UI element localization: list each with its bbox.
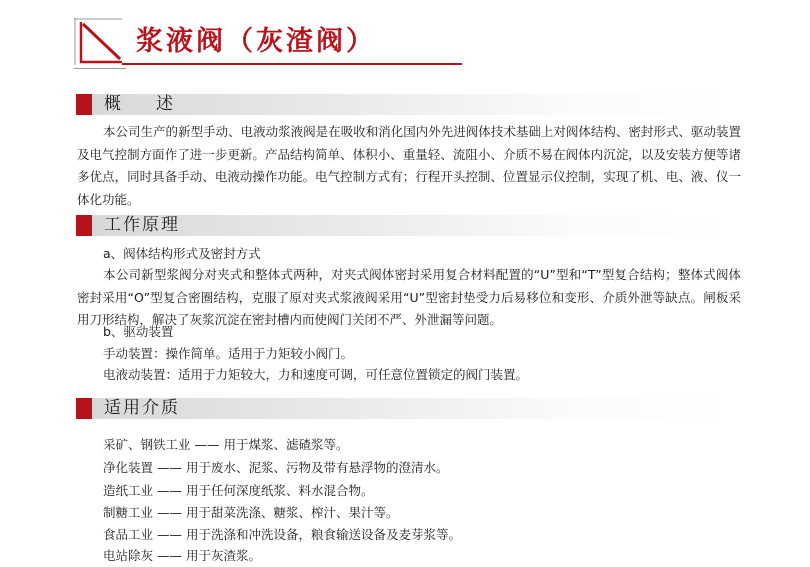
manual-device-text: 手动装置：操作简单。适用于力矩较小阀门。 (103, 346, 354, 361)
principle-text-a: 本公司新型浆阀分对夹式和整体式两种，对夹式阀体密封采用复合材料配置的“U”型和“T”型复合结构；整体式阀体密封采用“O”型复合密圈结构，克服了原对夹式浆液阀采用“U”型密封垫受力后易移位和变形、介质外泄等缺点。闸板采用刀形结构，解决了灰浆沉淀在密封槽内而使阀门关闭不严、外泄漏等问题。 (77, 267, 741, 327)
media-list-item: 采矿、钢铁工业 —— 用于煤浆、滤碴浆等。 (103, 437, 349, 452)
electric-device-text: 电液动装置：适用于力矩较大，力和速度可调，可任意位置锁定的阀门装置。 (103, 367, 529, 382)
section-title-overview: 概 述 (104, 94, 182, 114)
section-header-media (76, 398, 736, 419)
section-header-principle (76, 215, 736, 236)
overview-paragraph (77, 121, 741, 211)
title-underline-grey (74, 68, 126, 69)
principle-subheading-b: b、驱动装置 (103, 324, 174, 339)
section-title-principle: 工作原理 (104, 215, 180, 235)
page-title-block (74, 18, 404, 68)
section-marker (76, 94, 92, 115)
section-title-media: 适用介质 (104, 398, 180, 418)
overview-text: 本公司生产的新型手动、电液动浆液阀是在吸收和消化国内外先进阀体技术基础上对阀体结构、密封形式、驱动装置及电气控制方面作了进一步更新。产品结构简单、体积小、重量轻、流阻小、介质不易在阀体内沉淀，以及安装方便等诸多优点，同时具备手动、电液动操作功能。电气控制方式有；行程开头控制、位置显示仪控制，实现了机、电、液、仪一体化功能。 (77, 124, 741, 207)
diagonal-slash-icon (74, 18, 126, 66)
media-list-item: 食品工业 —— 用于洗涤和冲洗设备，粮食输送设备及麦芽浆等。 (103, 527, 461, 542)
media-list-item: 造纸工业 —— 用于任何深度纸浆、料水混合物。 (103, 483, 374, 498)
media-list-item: 制糖工业 —— 用于甜菜洗涤、糖浆、榨汁、果汁等。 (103, 505, 399, 520)
media-list-item: 净化装置 —— 用于废水、泥浆、污物及带有悬浮物的澄清水。 (103, 460, 449, 475)
section-marker (76, 215, 92, 236)
section-marker (76, 398, 92, 419)
page-title: 浆液阀（灰渣阀） (136, 26, 376, 57)
principle-paragraph-a (77, 264, 741, 332)
principle-subheading-a: a、阀体结构形式及密封方式 (103, 246, 261, 261)
media-list-item: 电站除灰 —— 用于灰渣浆。 (103, 548, 261, 563)
section-header-overview (76, 94, 736, 115)
title-underline (122, 63, 462, 65)
